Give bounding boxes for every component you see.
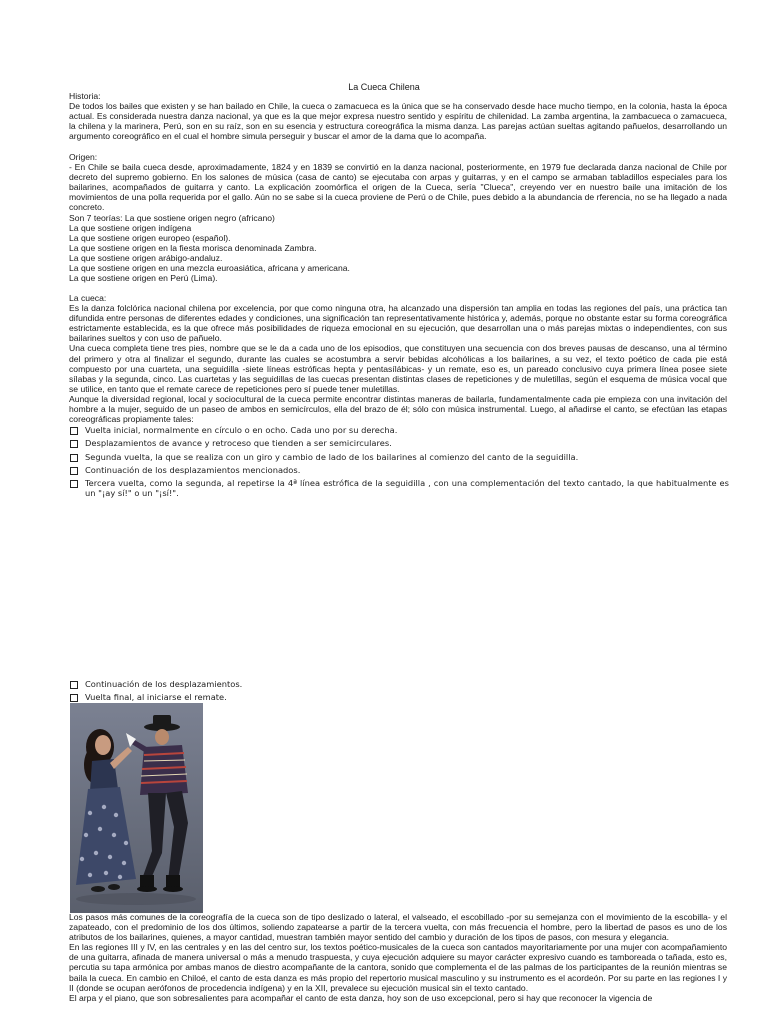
- theory-item: La que sostiene origen arábigo-andaluz.: [69, 252, 223, 263]
- list-item: Continuación de los desplazamientos.: [69, 678, 729, 691]
- historia-paragraph: De todos los bailes que existen y se han bailado en Chile, la cueca o zamacueca es la única que se ha conservado desde hace mucho tiempo, en la colonia, hasta la época actual. Es considerada nuestra danza nacional, ya que es la que mejor expresa nuestro sentido y espíritu de chilenidad. La zamba argentina, la zambacueca o zamacueca, la chilena y la marinera, Perú, son en su raíz, son en su esencia y estructura coreográfica la misma danza. Las parejas actúan sueltas agitando pañuelos, desarrollando un argumento coreográfico en el cual el hombre simula perseguir y buscar el amor de la dama que lo acompaña.: [69, 101, 727, 142]
- checkbox-glyph-icon: [70, 467, 78, 475]
- theories-list: [69, 213, 727, 284]
- la-cueca-section: [69, 293, 727, 424]
- stages-list: [69, 424, 729, 498]
- la-cueca-paragraph: Una cueca completa tiene tres pies, nombre que se le da a cada uno de los episodios, que constituyen una secuencia con dos breves pausas de descanso, una al término del primero y otra al finalizar el segundo, durante las cuales se acostumbra a servir bebidas alcohólicas a los bailarines, a su vez, el texto poético de cada pie está compuesto por una cuarteta, una seguidilla -siete líneas estróficas hepta y pentasílábicas- y un remate, eso es, un pareado conclusivo cuya primera línea posee siete sílabas y la segunda, cinco. Las cuartetas y las seguidillas de las cuecas presentan distintas clases de repeticiones y de muletillas, según el esquema de música vocal que se utilice, en tanto que el remate carece de repeticiones pero sí puede tener muletillas.: [69, 343, 727, 394]
- origen-paragraph: - En Chile se baila cueca desde, aproximadamente, 1824 y en 1839 se convirtió en la danza nacional, posteriormente, en 1979 fue declarada danza nacional de Chile por decreto del supremo gobierno. En los salones de música (casa de canto) se ejecutaba con arpas y guitarras, y en el campo se armaban tabladillos especiales para los bailarines, acompañados de guitarra y canto. La explicación zoomórfica el origen de la Cueca, sería "Clueca", creyendo ver en nuestro baile una imitación de los movimientos de una polla requerida por el gallo. Aún no se sabe si la cueca proviene de Perú o de Chile, pues debido a la abundancia de rferencia, no se ha llegado a nada concreto.: [69, 162, 727, 213]
- closing-section: [69, 912, 727, 1003]
- la-cueca-paragraph: Es la danza folclórica nacional chilena por excelencia, por que como ninguna otra, ha alcanzado una dispersión tan amplia en todas las regiones del país, una práctica tan difundida entre personas de diferentes edades y condiciones, una significación tan representativamente histórica y, además, porque no obstante estar su forma coreográfica estrictamente establecida, es la que ofrece más posibilidades de riqueza emocional en su ejecución, que desarrollan una o más parejas mixtas o independientes, con sus bailarines sueltos y con uso de pañuelo.: [69, 303, 727, 344]
- checkbox-glyph-icon: [70, 454, 78, 462]
- theory-item: La que sostiene origen indígena: [69, 222, 192, 233]
- stages-continued-list: [69, 678, 729, 705]
- theory-item: La que sostiene origen en una mezcla euroasiática, africana y americana.: [69, 263, 350, 274]
- la-cueca-heading: La cueca:: [69, 293, 107, 303]
- closing-paragraph: El arpa y el piano, que son sobresalientes para acompañar el canto de esta danza, hoy son de uso excepcional, pero si hay que reconocer la vigencia de: [69, 992, 653, 1003]
- cueca-dancers-photo: [70, 703, 203, 913]
- la-cueca-paragraph: Aunque la diversidad regional, local y sociocultural de la cueca permite encontrar distintas maneras de bailarla, fundamentalmente cada pie empieza con una invitación del hombre a la mujer, seguido de un paseo de ambos en semicírculos, ella del brazo de él; sólo con música instrumental. Luego, al añadirse el canto, se efectúan las etapas coreográficas propiamente tales:: [69, 393, 727, 425]
- list-item: Desplazamientos de avance y retroceso que tienden a ser semicirculares.: [69, 437, 729, 450]
- theory-item: Son 7 teorías: La que sostiene origen negro (africano): [69, 212, 275, 223]
- list-item: Vuelta inicial, normalmente en círculo o en ocho. Cada uno por su derecha.: [69, 424, 729, 437]
- checkbox-glyph-icon: [70, 681, 78, 689]
- theory-item: La que sostiene origen en Perú (Lima).: [69, 273, 218, 284]
- origen-section: [69, 152, 727, 283]
- theory-item: La que sostiene origen europeo (español).: [69, 232, 231, 243]
- checkbox-glyph-icon: [70, 440, 78, 448]
- list-item: Continuación de los desplazamientos mencionados.: [69, 464, 729, 477]
- closing-paragraph: En las regiones III y IV, en las centrales y en las del centro sur, los textos poético-musicales de la cueca son cantados mayoritariamente por una mujer con acompañamiento de una guitarra, afinada de manera universal o más a menudo traspuesta, y cuya ejecución adquiere su mayor carácter expresivo cuando es tamboreada o tañada, esto es, percutia su tapa armónica por ambas manos de diestro acompañante de la cantora, sonido que complementa el de las palmas de los participantes de la reunión mientras se baila la cueca. En cambio en Chiloé, el canto de esta danza es más propio del repertorio musical masculino y su instrumento es el acordeón. Por su parte en las regiones I y II (donde se ocupan aerófonos de procedencia indígena) y en la XII, prevalece su ejecución musical sin el texto cantado.: [69, 942, 727, 993]
- checkbox-glyph-icon: [70, 480, 78, 488]
- origen-heading: Origen:: [69, 152, 98, 162]
- theory-item: La que sostiene origen en la fiesta morisca denominada Zambra.: [69, 242, 317, 253]
- checkbox-glyph-icon: [70, 427, 78, 435]
- closing-paragraph: Los pasos más comunes de la coreografía de la cueca son de tipo deslizado o lateral, el valseado, el escobillado -por su semejanza con el movimiento de la escobilla- y el zapateado, con el predominio de los dos últimos, soliendo zapatearse a partir de la tercera vuelta, con más frecuencia el hombre, pero la libertad de pasos es uno de los atributos de los bailarines, quienes, a mayor cantidad, muestran también mayor sentido del cambio y duración de los tipos de pasos, con mesura y elegancia.: [69, 912, 727, 943]
- list-item: Vuelta final, al iniciarse el remate.: [69, 691, 729, 704]
- list-item: Tercera vuelta, como la segunda, al repetirse la 4ª línea estrófica de la seguidilla , con una complementación del texto cantado, la que habitualmente es un "¡ay sí!" o un "¡sí!".: [69, 477, 729, 498]
- historia-section: [69, 91, 727, 141]
- page-title: La Cueca Chilena: [348, 82, 420, 92]
- list-item: Segunda vuelta, la que se realiza con un giro y cambio de lado de los bailarines al comienzo del canto de la seguidilla.: [69, 451, 729, 464]
- historia-heading: Historia:: [69, 91, 101, 101]
- checkbox-glyph-icon: [70, 694, 78, 702]
